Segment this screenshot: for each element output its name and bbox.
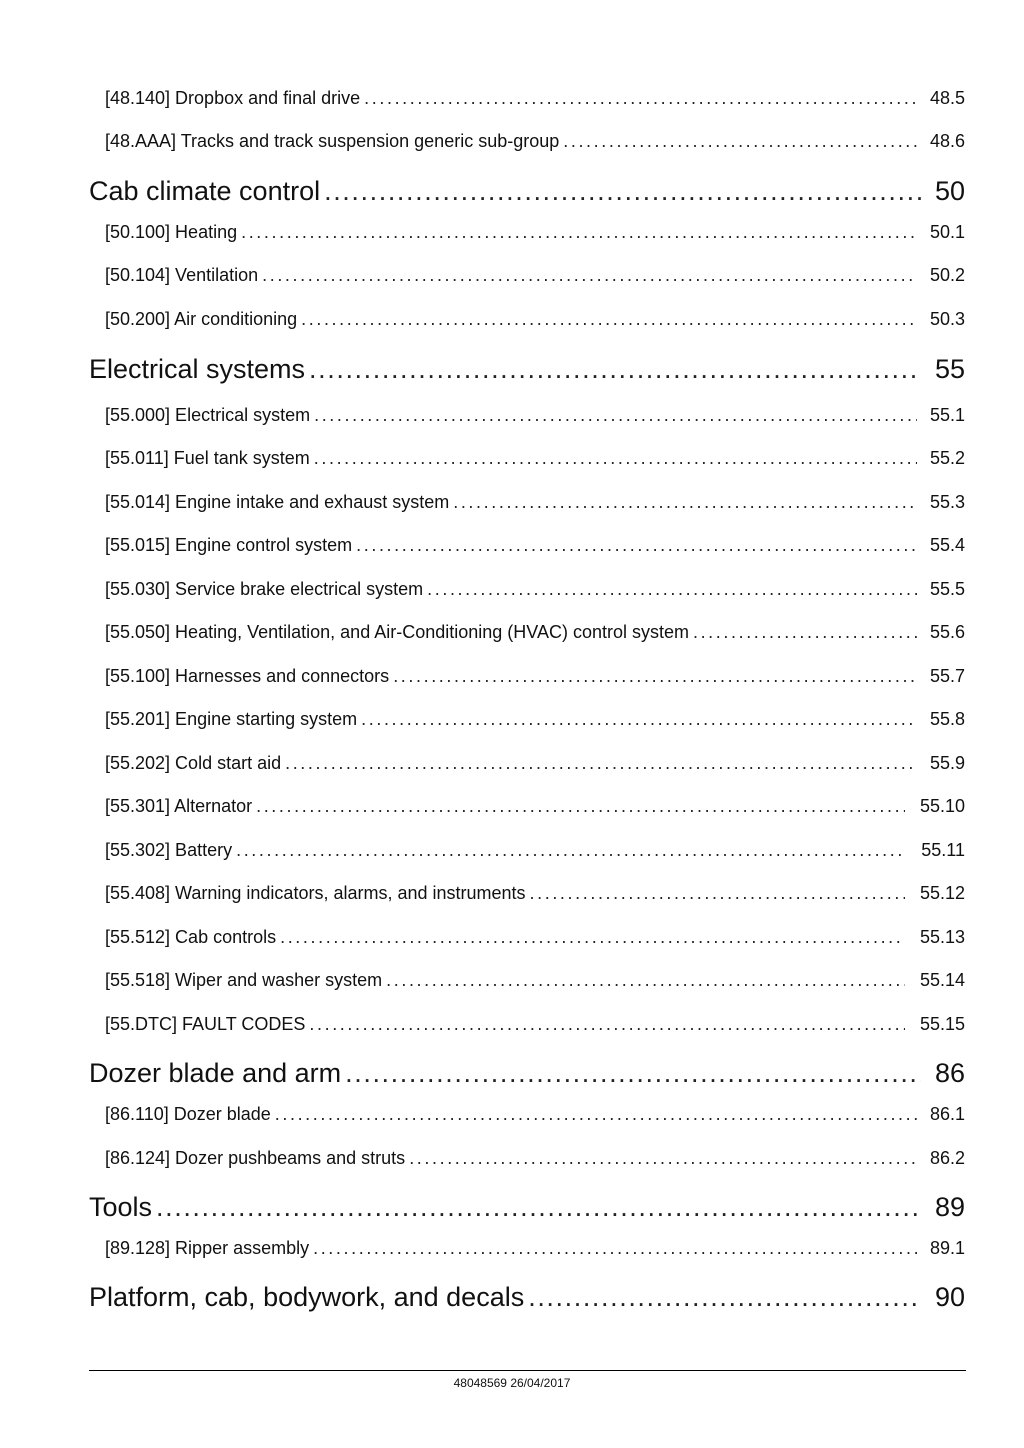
toc-entry-title: [55.015] Engine control system [105, 535, 353, 555]
toc-entry-title: [55.408] Warning indicators, alarms, and instruments [105, 883, 526, 903]
toc-page-number: 50.2 [929, 265, 965, 285]
dot-leader [356, 535, 917, 556]
toc-page-number: 55.3 [929, 492, 965, 512]
dot-leader [393, 666, 917, 687]
dot-leader [314, 405, 917, 426]
toc-page-number: 55.13 [919, 927, 965, 947]
toc-section[interactable] [89, 1282, 965, 1318]
toc-page-number: 55.4 [929, 535, 965, 555]
toc-page-number: 55.6 [929, 622, 965, 642]
toc-page-number: 55.10 [919, 796, 965, 816]
dot-leader [409, 1148, 917, 1169]
toc-entry[interactable] [105, 753, 965, 779]
toc-section-title: Tools [89, 1192, 153, 1222]
toc-page-number: 55 [934, 354, 965, 384]
dot-leader [275, 1104, 917, 1125]
dot-leader [314, 448, 917, 469]
dot-leader [528, 1282, 921, 1313]
toc-entry[interactable] [105, 88, 965, 114]
footer-doc-id: 48048569 26/04/2017 [453, 1376, 571, 1390]
dot-leader [280, 927, 905, 948]
dot-leader [364, 88, 917, 109]
toc-page-number: 55.5 [929, 579, 965, 599]
dot-leader [386, 970, 905, 991]
dot-leader [530, 883, 905, 904]
toc-page-number: 50.1 [929, 222, 965, 242]
toc-entry[interactable] [105, 492, 965, 518]
dot-leader [453, 492, 917, 513]
toc-entry-title: [50.100] Heating [105, 222, 238, 242]
dot-leader [563, 131, 917, 152]
toc-section-title: Platform, cab, bodywork, and decals [89, 1282, 525, 1312]
dot-leader [427, 579, 917, 600]
toc-entry-title: [55.512] Cab controls [105, 927, 277, 947]
toc-page-number: 50 [934, 176, 965, 206]
toc-entry[interactable] [105, 666, 965, 692]
toc-entry[interactable] [105, 405, 965, 431]
toc-entry-title: [48.AAA] Tracks and track suspension generic sub-group [105, 131, 560, 151]
toc-entry-title: [55.000] Electrical system [105, 405, 311, 425]
toc-page-number: 55.7 [929, 666, 965, 686]
toc-page-number: 55.2 [929, 448, 965, 468]
toc-entry-title: [55.100] Harnesses and connectors [105, 666, 390, 686]
toc-entry-title: [50.200] Air conditioning [105, 309, 298, 329]
toc-entry[interactable] [105, 222, 965, 248]
toc-section-title: Cab climate control [89, 176, 321, 206]
toc-entry-title: [55.518] Wiper and washer system [105, 970, 383, 990]
dot-leader [309, 1014, 905, 1035]
toc-entry-title: [55.302] Battery [105, 840, 233, 860]
toc-page-number: 55.9 [929, 753, 965, 773]
toc-entry-title: [86.110] Dozer blade [105, 1104, 271, 1124]
toc-entry[interactable] [105, 448, 965, 474]
toc-entry[interactable] [105, 796, 965, 822]
toc-page-number: 89.1 [929, 1238, 965, 1258]
toc-entry-title: [50.104] Ventilation [105, 265, 259, 285]
dot-leader [241, 222, 917, 243]
toc-page-number: 90 [934, 1282, 965, 1312]
toc-entry[interactable] [105, 1148, 965, 1174]
toc-entry[interactable] [105, 131, 965, 157]
toc-section[interactable] [89, 1192, 965, 1228]
dot-leader [345, 1058, 921, 1089]
toc-page-number: 50.3 [929, 309, 965, 329]
dot-leader [324, 176, 921, 207]
toc-page-number: 86 [934, 1058, 965, 1088]
dot-leader [693, 622, 917, 643]
toc-page-number: 55.15 [919, 1014, 965, 1034]
toc-entry[interactable] [105, 579, 965, 605]
toc-entry[interactable] [105, 840, 965, 866]
toc-entry[interactable] [105, 927, 965, 953]
toc-entry[interactable] [105, 535, 965, 561]
toc-entry[interactable] [105, 1238, 965, 1264]
toc-section-title: Dozer blade and arm [89, 1058, 342, 1088]
toc-entry-title: [55.030] Service brake electrical system [105, 579, 424, 599]
toc-page-number: 55.11 [921, 840, 965, 860]
toc-entry-title: [48.140] Dropbox and final drive [105, 88, 361, 108]
toc-entry[interactable] [105, 1014, 965, 1040]
dot-leader [236, 840, 905, 861]
dot-leader [301, 309, 917, 330]
toc-entry-title: [55.014] Engine intake and exhaust system [105, 492, 450, 512]
toc-page-number: 55.12 [919, 883, 965, 903]
dot-leader [361, 709, 917, 730]
footer-rule [89, 1370, 966, 1371]
dot-leader [262, 265, 917, 286]
toc-page-number: 48.6 [929, 131, 965, 151]
toc-page-number: 86.1 [929, 1104, 965, 1124]
toc-entry[interactable] [105, 709, 965, 735]
toc-entry[interactable] [105, 622, 965, 648]
toc-entry[interactable] [105, 265, 965, 291]
dot-leader [309, 354, 921, 385]
toc-entry-title: [55.202] Cold start aid [105, 753, 282, 773]
toc-page-number: 55.14 [919, 970, 965, 990]
toc-entry-title: [55.201] Engine starting system [105, 709, 358, 729]
toc-entry-title: [55.011] Fuel tank system [105, 448, 310, 468]
toc-entry-title: [55.DTC] FAULT CODES [105, 1014, 306, 1034]
dot-leader [313, 1238, 917, 1259]
dot-leader [156, 1192, 921, 1223]
toc-entry-title: [89.128] Ripper assembly [105, 1238, 310, 1258]
toc-page-number: 55.8 [929, 709, 965, 729]
toc-page-number: 48.5 [929, 88, 965, 108]
toc-entry[interactable] [105, 883, 965, 909]
toc-entry-title: [55.301] Alternator [105, 796, 253, 816]
dot-leader [285, 753, 917, 774]
toc-section[interactable] [89, 176, 965, 212]
toc-section[interactable] [89, 354, 965, 390]
toc-entry[interactable] [105, 970, 965, 996]
dot-leader [256, 796, 905, 817]
toc-page-number: 86.2 [929, 1148, 965, 1168]
toc-section-title: Electrical systems [89, 354, 306, 384]
toc-section[interactable] [89, 1058, 965, 1094]
toc-entry[interactable] [105, 309, 965, 335]
toc-entry-title: [86.124] Dozer pushbeams and struts [105, 1148, 406, 1168]
toc-entry[interactable] [105, 1104, 965, 1130]
toc-entry-title: [55.050] Heating, Ventilation, and Air-Conditioning (HVAC) control system [105, 622, 689, 642]
toc-page-number: 55.1 [929, 405, 965, 425]
toc-page-number: 89 [934, 1192, 965, 1222]
